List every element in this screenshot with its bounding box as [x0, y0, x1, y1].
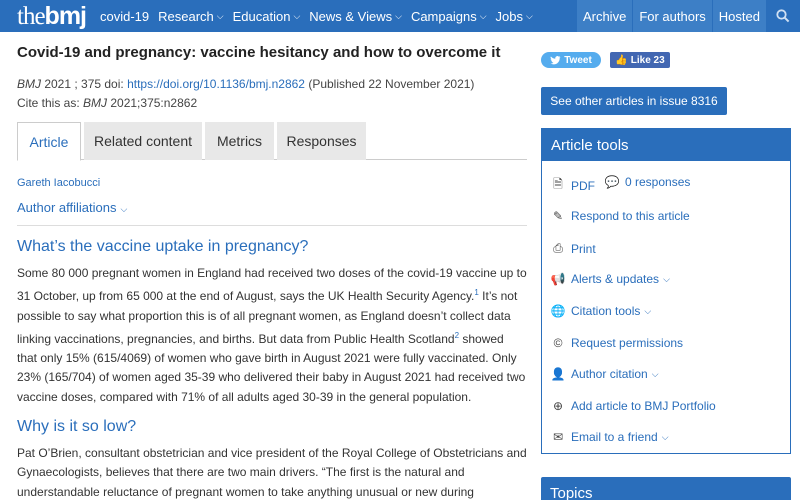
tool-responses[interactable] [604, 175, 690, 189]
tool-label: Email to a friend [571, 430, 658, 444]
section-paragraph [17, 264, 527, 407]
chevron-down-icon: ⌵ [120, 204, 128, 214]
tool-alerts[interactable] [550, 272, 670, 286]
section-heading: What’s the vaccine uptake in pregnancy? [17, 238, 309, 255]
tab-metrics[interactable]: Metrics [205, 122, 274, 160]
print-icon: ⎙ [553, 241, 563, 255]
nav-right [576, 0, 800, 32]
author-name[interactable]: Gareth Iacobucci [17, 177, 101, 189]
paragraph-text: Some 80 000 pregnant women in England had received two doses of the covid-19 vaccine up to 31 October, up from 65 000 at the end of August, says the UK Health Security Agency. [17, 266, 527, 304]
nav-archive[interactable]: Archive [577, 0, 632, 32]
tool-label: Citation tools [571, 304, 641, 318]
published-date: (Published 22 November 2021) [304, 77, 475, 91]
nav-label: Jobs [495, 8, 523, 24]
logo-text-light: the [17, 2, 45, 30]
tool-label: Alerts & updates [571, 272, 660, 286]
cite-prefix: Cite this as: [17, 96, 84, 110]
plus-circle-icon: ⊕ [552, 399, 564, 413]
tab-responses[interactable]: Responses [277, 122, 366, 160]
tweet-label: Tweet [564, 54, 592, 66]
tool-label: 0 responses [625, 175, 691, 189]
copyright-icon: © [553, 336, 563, 350]
tab-article[interactable]: Article [17, 122, 81, 161]
chevron-down-icon: ⌵ [651, 368, 659, 379]
see-issue-button[interactable]: See other articles in issue 8316 [541, 87, 727, 115]
edit-icon: ✎ [552, 209, 564, 223]
cite-journal: BMJ [83, 96, 108, 110]
megaphone-icon: 📢 [550, 272, 566, 286]
article-tools-panel [541, 128, 791, 454]
search-icon[interactable] [766, 0, 800, 32]
thumbs-up-icon: 👍 [615, 54, 628, 66]
nav-label: Education [232, 8, 291, 24]
topics-header: Topics [541, 477, 791, 500]
tool-author-citation[interactable] [550, 367, 659, 381]
tool-pdf[interactable] [550, 175, 595, 196]
like-label: Like 23 [630, 54, 665, 66]
nav-label: News & Views [309, 8, 393, 24]
tool-portfolio[interactable] [550, 399, 716, 413]
tweet-button[interactable] [541, 52, 601, 68]
like-button[interactable] [610, 52, 670, 68]
doi-link[interactable]: https://doi.org/10.1136/bmj.n2862 [127, 77, 305, 91]
chevron-down-icon: ⌵ [479, 10, 487, 21]
article-meta [17, 77, 474, 91]
section-heading: Why is it so low? [17, 418, 137, 435]
logo-text-bold: bmj [44, 1, 86, 30]
bmj-logo[interactable] [17, 0, 86, 33]
tool-label: Print [571, 241, 596, 256]
tool-email[interactable] [550, 430, 669, 444]
divider [17, 225, 527, 226]
tool-respond[interactable] [550, 209, 690, 223]
footnote-ref[interactable]: 1 [474, 288, 479, 298]
section-paragraph: Pat O’Brien, consultant obstetrician and vice president of the Royal College of Obstetricians and Gynaecologists, believes that there are two main drivers. “The first is the natural and understandable reluctance of pregnant women to take anything unusual or new during [17, 446, 527, 499]
article-title: Covid-19 and pregnancy: vaccine hesitancy and how to overcome it [17, 44, 501, 61]
journal-name: BMJ [17, 77, 41, 91]
nav-label: Campaigns [410, 8, 477, 24]
nav-label: covid-19 [100, 8, 150, 24]
chevron-down-icon: ⌵ [526, 10, 533, 21]
globe-icon: 🌐 [550, 304, 566, 318]
tool-label: Respond to this article [571, 209, 690, 223]
tool-citation[interactable] [550, 304, 651, 318]
chevron-down-icon: ⌵ [293, 10, 301, 21]
tool-label: Request permissions [571, 336, 684, 350]
nav-hosted[interactable]: Hosted [713, 0, 766, 32]
author-affiliations-toggle[interactable] [17, 200, 127, 215]
tool-label: Add article to BMJ Portfolio [571, 399, 716, 413]
twitter-icon [550, 56, 561, 65]
nav-for-authors[interactable]: For authors [633, 0, 711, 32]
nav-research[interactable] [158, 9, 223, 24]
user-icon: 👤 [550, 367, 566, 381]
tab-related-content[interactable]: Related content [84, 122, 202, 160]
nav-covid-19[interactable] [100, 9, 149, 24]
chevron-down-icon: ⌵ [661, 431, 669, 442]
cite-ref: 2021;375:n2862 [107, 96, 198, 110]
tool-label: PDF [571, 178, 595, 193]
file-icon: 🗎 [553, 177, 563, 191]
article-tabs [17, 122, 527, 160]
top-nav [0, 0, 800, 32]
tool-print[interactable] [550, 241, 596, 256]
article-tools-title: Article tools [542, 129, 790, 161]
chevron-down-icon: ⌵ [644, 305, 652, 316]
chevron-down-icon: ⌵ [663, 273, 670, 284]
nav-jobs[interactable] [496, 9, 533, 24]
comment-icon: 💬 [604, 175, 620, 189]
year-volume: 2021 ; 375 doi: [41, 77, 128, 91]
citation [17, 96, 197, 110]
nav-label: Research [158, 8, 214, 24]
envelope-icon: ✉ [552, 430, 564, 444]
tool-permissions[interactable] [550, 336, 683, 350]
footnote-ref[interactable]: 2 [454, 330, 460, 340]
affiliations-label: Author affiliations [17, 200, 117, 215]
nav-education[interactable] [233, 9, 301, 24]
tool-label: Author citation [571, 367, 648, 381]
nav-campaigns[interactable] [411, 9, 487, 24]
chevron-down-icon: ⌵ [216, 10, 224, 21]
paragraph-text: showed that only 15% (615/4069) of women who gave birth in August 2021 were fully vaccinated. Only 23% (165/704) of women aged 35-39 who delivered their baby in August 2021 had received two vaccine doses, compared with 71% of all adults aged 30-39 in the general population. [17, 331, 526, 404]
nav-news-views[interactable] [309, 9, 402, 24]
paragraph-text: It’s not possible to say what proportion this is of all pregnant women, as England doesn’t collect data linking vaccinations, pregnancies, and births. But data from Public Health Scotland [17, 289, 518, 346]
chevron-down-icon: ⌵ [395, 10, 402, 21]
